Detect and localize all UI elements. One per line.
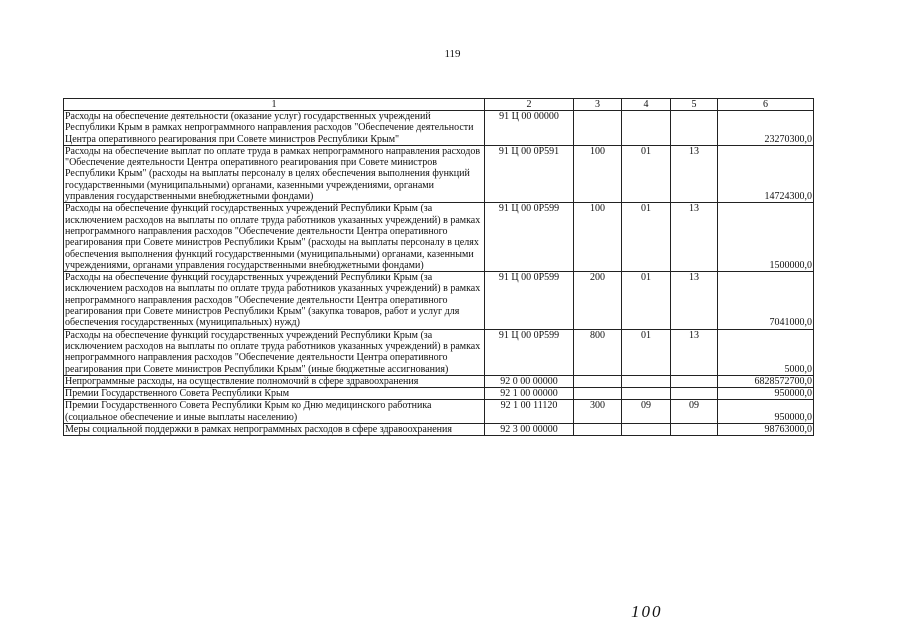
row-vr-cell: [574, 388, 622, 400]
row-vr-cell: [574, 424, 622, 436]
row-rz-cell: [622, 424, 671, 436]
row-code-cell: 92 1 00 00000: [485, 388, 574, 400]
column-header: 2: [485, 99, 574, 111]
row-name-cell: Расходы на обеспечение функций государственных учреждений Республики Крым (за исключением расходов на выплаты по оплате труда работников указанных учреждений) в рамках непрограммного направления расходов "Обеспечение деятельности Центра оперативного реагирования при Совете министров Республики Крым" (расходы на выплаты персоналу в целях обеспечения выполнения функций государственными (муниципальными) органами, казенными учреждениями, органами управления государственными внебюджетными фондами): [64, 203, 485, 272]
row-name-cell: Премии Государственного Совета Республики Крым: [64, 388, 485, 400]
table-row: [64, 145, 814, 202]
row-sum-cell: 23270300,0: [718, 111, 814, 146]
row-pr-cell: 09: [671, 400, 718, 424]
row-vr-cell: 100: [574, 203, 622, 272]
row-name-cell: Непрограммные расходы, на осуществление полномочий в сфере здравоохранения: [64, 375, 485, 387]
row-sum-cell: 5000,0: [718, 329, 814, 375]
row-pr-cell: [671, 375, 718, 387]
budget-table: [63, 98, 814, 436]
row-pr-cell: [671, 111, 718, 146]
row-code-cell: 91 Ц 00 00000: [485, 111, 574, 146]
table-row: [64, 203, 814, 272]
row-vr-cell: [574, 375, 622, 387]
column-header: 3: [574, 99, 622, 111]
row-code-cell: 92 3 00 00000: [485, 424, 574, 436]
row-pr-cell: [671, 424, 718, 436]
row-code-cell: 91 Ц 00 0Р599: [485, 272, 574, 329]
row-code-cell: 91 Ц 00 0Р599: [485, 329, 574, 375]
row-pr-cell: 13: [671, 145, 718, 202]
row-sum-cell: 98763000,0: [718, 424, 814, 436]
table-row: [64, 424, 814, 436]
row-name-cell: Расходы на обеспечение деятельности (оказание услуг) государственных учреждений Республики Крым в рамках непрограммного направления расходов "Обеспечение деятельности Центра оперативного реагирования при Совете министров Республики Крым": [64, 111, 485, 146]
row-sum-cell: 14724300,0: [718, 145, 814, 202]
row-rz-cell: 01: [622, 272, 671, 329]
row-code-cell: 92 0 00 00000: [485, 375, 574, 387]
table-row: [64, 272, 814, 329]
row-pr-cell: 13: [671, 329, 718, 375]
table-row: [64, 400, 814, 424]
row-rz-cell: [622, 111, 671, 146]
row-rz-cell: [622, 375, 671, 387]
row-code-cell: 92 1 00 11120: [485, 400, 574, 424]
column-header: 5: [671, 99, 718, 111]
row-vr-cell: 800: [574, 329, 622, 375]
row-name-cell: Расходы на обеспечение выплат по оплате труда в рамках непрограммного направления расходов "Обеспечение деятельности Центра оперативного реагирования при Совете министров Республики Крым" (расходы на выплаты персоналу в целях обеспечения выполнения функций государственными (муниципальными) органами, казенными учреждениями, органами управления государственными внебюджетными фондами): [64, 145, 485, 202]
row-sum-cell: 950000,0: [718, 388, 814, 400]
row-name-cell: Меры социальной поддержки в рамках непрограммных расходов в сфере здравоохранения: [64, 424, 485, 436]
row-name-cell: Премии Государственного Совета Республики Крым ко Дню медицинского работника (социальное обеспечение и иные выплаты населению): [64, 400, 485, 424]
table-row: [64, 375, 814, 387]
row-pr-cell: [671, 388, 718, 400]
table-row: [64, 388, 814, 400]
row-sum-cell: 7041000,0: [718, 272, 814, 329]
row-pr-cell: 13: [671, 272, 718, 329]
row-code-cell: 91 Ц 00 0Р599: [485, 203, 574, 272]
table-row: [64, 329, 814, 375]
column-header: 6: [718, 99, 814, 111]
row-vr-cell: 100: [574, 145, 622, 202]
row-vr-cell: [574, 111, 622, 146]
row-rz-cell: 01: [622, 145, 671, 202]
row-code-cell: 91 Ц 00 0Р591: [485, 145, 574, 202]
row-sum-cell: 1500000,0: [718, 203, 814, 272]
row-sum-cell: 950000,0: [718, 400, 814, 424]
row-rz-cell: [622, 388, 671, 400]
row-vr-cell: 200: [574, 272, 622, 329]
row-sum-cell: 6828572700,0: [718, 375, 814, 387]
table-row: [64, 111, 814, 146]
row-rz-cell: 01: [622, 203, 671, 272]
handwritten-note: 100: [631, 602, 663, 621]
column-header: 1: [64, 99, 485, 111]
row-vr-cell: 300: [574, 400, 622, 424]
row-rz-cell: 01: [622, 329, 671, 375]
page-number: 119: [444, 48, 461, 60]
row-pr-cell: 13: [671, 203, 718, 272]
table-header-row: [64, 99, 814, 111]
row-name-cell: Расходы на обеспечение функций государственных учреждений Республики Крым (за исключением расходов на выплаты по оплате труда работников указанных учреждений) в рамках непрограммного направления расходов "Обеспечение деятельности Центра оперативного реагирования при Совете министров Республики Крым" (иные бюджетные ассигнования): [64, 329, 485, 375]
row-name-cell: Расходы на обеспечение функций государственных учреждений Республики Крым (за исключением расходов на выплаты по оплате труда работников указанных учреждений) в рамках непрограммного направления расходов "Обеспечение деятельности Центра оперативного реагирования при Совете министров Республики Крым" (закупка товаров, работ и услуг для обеспечения государственных (муниципальных) нужд): [64, 272, 485, 329]
column-header: 4: [622, 99, 671, 111]
row-rz-cell: 09: [622, 400, 671, 424]
